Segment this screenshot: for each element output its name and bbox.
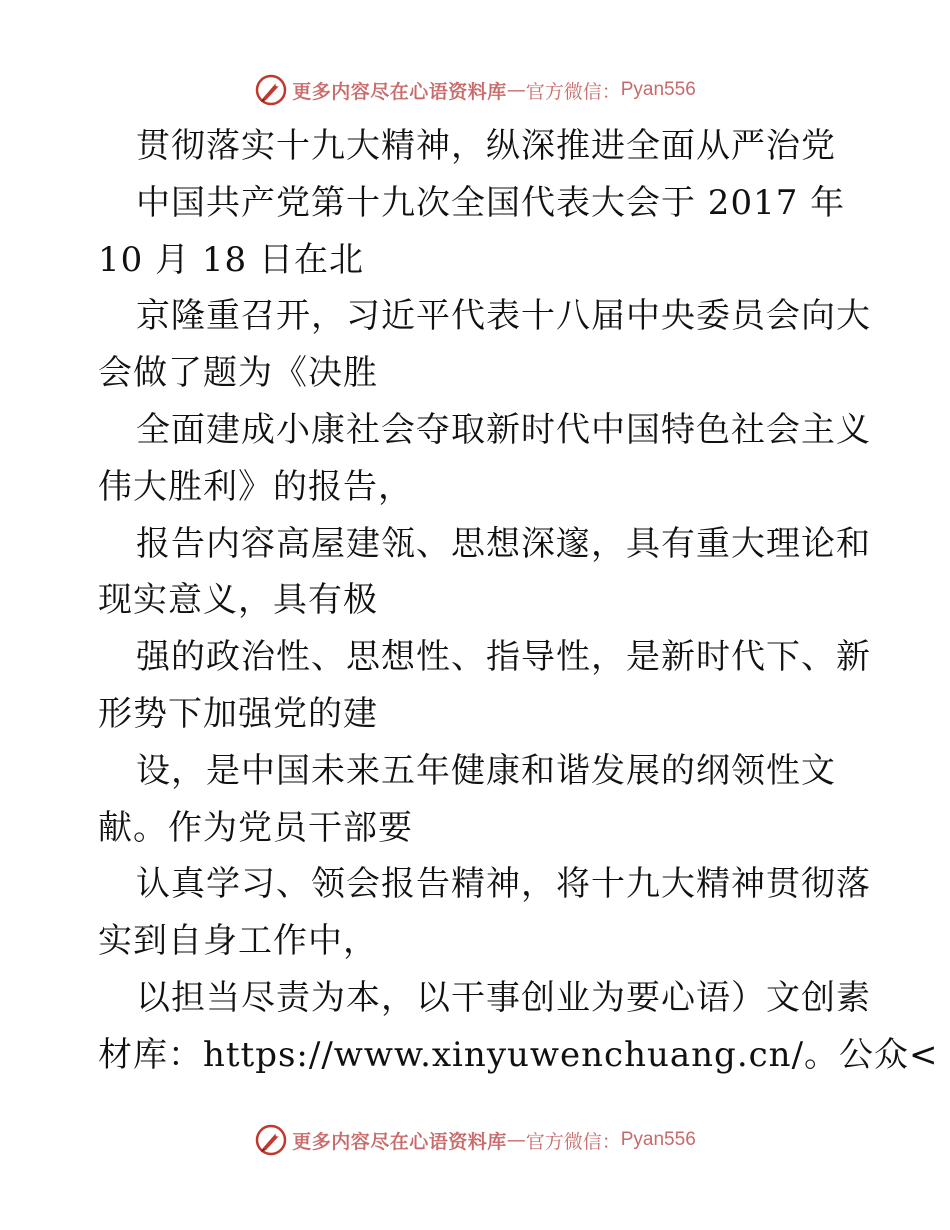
text-line: 以担当尽责为本，以干事创业为要心语）文创素 [136,977,871,1018]
text-line: 强的政治性、思想性、指导性，是新时代下、新 [136,637,871,678]
pen-logo-icon [254,1123,288,1157]
text-line: 现实意义，具有极 [98,580,378,621]
text-line: 设，是中国未来五年健康和谐发展的纲领性文 [136,750,836,791]
text-line: 实到自身工作中， [98,921,378,962]
text-line: 会做了题为《决胜 [98,353,378,394]
document-body [98,118,939,1084]
text-line: 贯彻落实十九大精神，纵深推进全面从严治党 [136,126,836,166]
watermark-sub-text: 官方微信： [525,80,621,103]
footer-watermark [0,1120,950,1160]
text-line: 认真学习、领会报告精神，将十九大精神贯彻落 [136,864,871,905]
text-line: 中国共产党第十九次全国代表大会于 2017 年 [136,182,846,223]
watermark-main-text: 更多内容尽在心语资料库 [292,80,507,103]
text-line: 10 月 18 日在北 [98,239,364,280]
text-line: 材库：https://www.xinyuwenchuang.cn/。公众< [98,1034,939,1075]
text-line: 报告内容高屋建瓴、思想深邃，具有重大理论和 [136,523,871,564]
text-line: 京隆重召开，习近平代表十八届中央委员会向大 [136,296,871,337]
pen-logo-icon [254,73,288,107]
text-line: 献。作为党员干部要 [98,807,413,848]
text-line: 形势下加强党的建 [98,693,378,734]
watermark-wechat-id: Pyan556 [620,1129,696,1150]
header-watermark [0,70,950,110]
watermark-dash: — [506,79,526,101]
watermark-wechat-id: Pyan556 [620,79,696,100]
text-line: 伟大胜利》的报告， [98,466,413,507]
text-line: 全面建成小康社会夺取新时代中国特色社会主义 [136,409,871,450]
watermark-sub-text: 官方微信： [525,1130,621,1153]
watermark-main-text: 更多内容尽在心语资料库 [292,1130,507,1153]
watermark-dash: — [506,1129,526,1151]
